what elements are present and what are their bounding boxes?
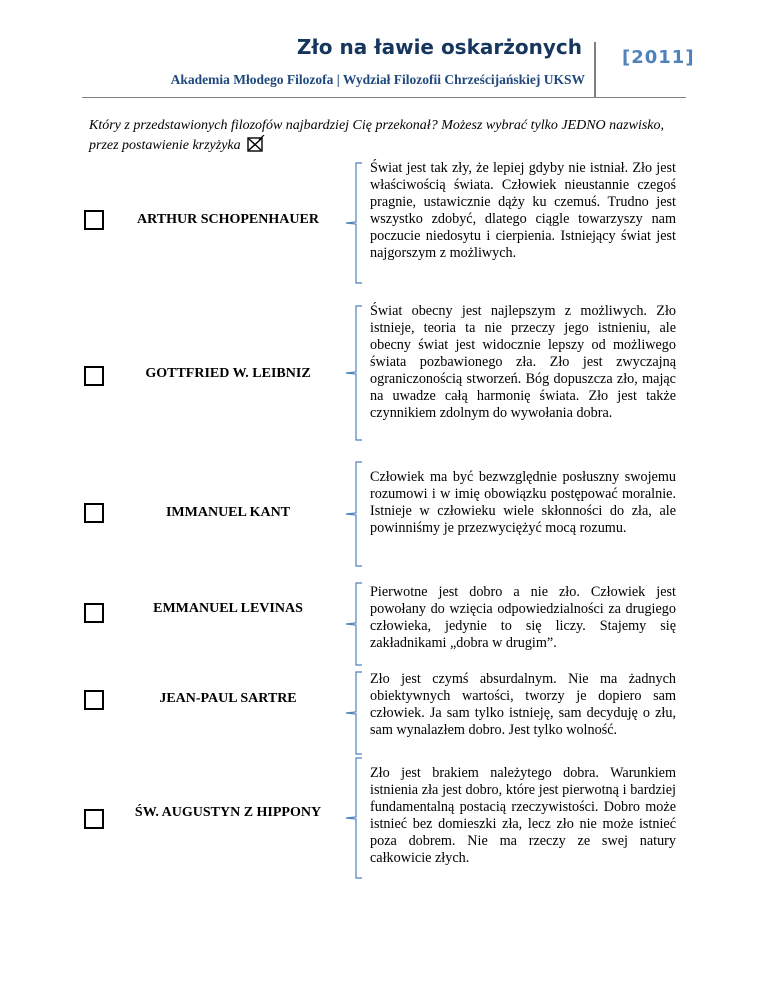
philosopher-row-schopenhauer bbox=[0, 160, 768, 290]
checkbox-augustyn[interactable] bbox=[84, 809, 104, 829]
philosopher-row-kant bbox=[0, 469, 768, 569]
philosopher-row-sartre bbox=[0, 671, 768, 753]
philosopher-description: Pierwotne jest dobro a nie zło. Człowiek jest powołany do wzięcia odpowiedzialności za drugiego człowieka, jedynie to się liczy. Stajemy się zakładnikami „dobra w drugim”. bbox=[370, 584, 676, 651]
question-label: Który z przedstawionych filozofów najbardziej Cię przekonał? Możesz wybrać tylko JEDNO nazwisko, przez postawienie krzyżyka bbox=[89, 118, 665, 153]
philosopher-description: Świat jest tak zły, że lepiej gdyby nie istniał. Zło jest właściwością świata. Człowiek nieustannie czegoś pragnie, ustawicznie dąży ku czemuś. Trudno jest wszystko zdobyć, dlatego ciągle towarzyszy nam poczucie niedosytu i cierpienia. Istniejący świat jest najgorszym z możliwych. bbox=[370, 160, 676, 261]
philosopher-name: ŚW. AUGUSTYN Z HIPPONY bbox=[134, 805, 322, 820]
philosopher-name: ARTHUR SCHOPENHAUER bbox=[137, 212, 319, 227]
checkbox-sartre[interactable] bbox=[84, 690, 104, 710]
philosopher-name: GOTTFRIED W. LEIBNIZ bbox=[145, 366, 311, 381]
philosopher-name: IMMANUEL KANT bbox=[165, 505, 291, 520]
question-text bbox=[89, 117, 689, 155]
checkbox-kant[interactable] bbox=[84, 503, 104, 523]
brace-icon bbox=[336, 671, 366, 755]
brace-icon bbox=[336, 582, 366, 666]
philosopher-description: Zło jest czymś absurdalnym. Nie ma żadnych obiektywnych wartości, tworzy je dopiero sam człowiek. Ja sam tylko istnieję, sam decyduję o złu, sam wynalazłem dobro. Jest tylko wolność. bbox=[370, 671, 676, 738]
philosopher-name: JEAN-PAUL SARTRE bbox=[159, 691, 297, 706]
document-title: Zło na ławie oskarżonych bbox=[296, 35, 582, 59]
philosopher-row-levinas bbox=[0, 584, 768, 664]
philosopher-description: Zło jest brakiem należytego dobra. Warunkiem istnienia zła jest dobro, które jest pierwotną i bardziej fundamentalną postacią rzeczywistości. Dobro może istnieć bez domieszki zła, lecz zło nie może istnieć poza dobrem. Nie ma rzeczy ze swej natury całkowicie złych. bbox=[370, 765, 676, 866]
checkbox-schopenhauer[interactable] bbox=[84, 210, 104, 230]
checkbox-levinas[interactable] bbox=[84, 603, 104, 623]
header-rule bbox=[82, 97, 686, 98]
philosopher-description: Świat obecny jest najlepszym z możliwych. Zło istnieje, teoria ta nie przeczy jego istnieniu, ale obecny świat jest widocznie lepszy od możliwego świata pozbawionego zła. Zło jest zwyczajną ograniczonością stworzeń. Bóg dopuszcza zło, mając na uwadze całą harmonię świata. Zło jest także czynnikiem zdolnym do wywołania dobra. bbox=[370, 303, 676, 421]
document-subtitle: Akademia Młodego Filozofa | Wydział Filozofii Chrześcijańskiej UKSW bbox=[170, 72, 585, 87]
philosopher-description: Człowiek ma być bezwzględnie posłuszny swojemu rozumowi i w imię obowiązku postępować moralnie. Istnieje w człowieku wiele skłonności do zła, ale powinniśmy je przezwyciężyć mocą rozumu. bbox=[370, 469, 676, 536]
philosopher-row-augustyn bbox=[0, 765, 768, 885]
header-divider bbox=[594, 42, 596, 98]
brace-icon bbox=[336, 757, 366, 879]
philosopher-name: EMMANUEL LEVINAS bbox=[153, 601, 303, 616]
brace-icon bbox=[336, 461, 366, 567]
document-year: [2011] bbox=[622, 47, 695, 68]
brace-icon bbox=[336, 305, 366, 441]
philosopher-row-leibniz bbox=[0, 303, 768, 443]
brace-icon bbox=[336, 162, 366, 284]
checkbox-leibniz[interactable] bbox=[84, 366, 104, 386]
checked-box-icon bbox=[247, 135, 265, 153]
